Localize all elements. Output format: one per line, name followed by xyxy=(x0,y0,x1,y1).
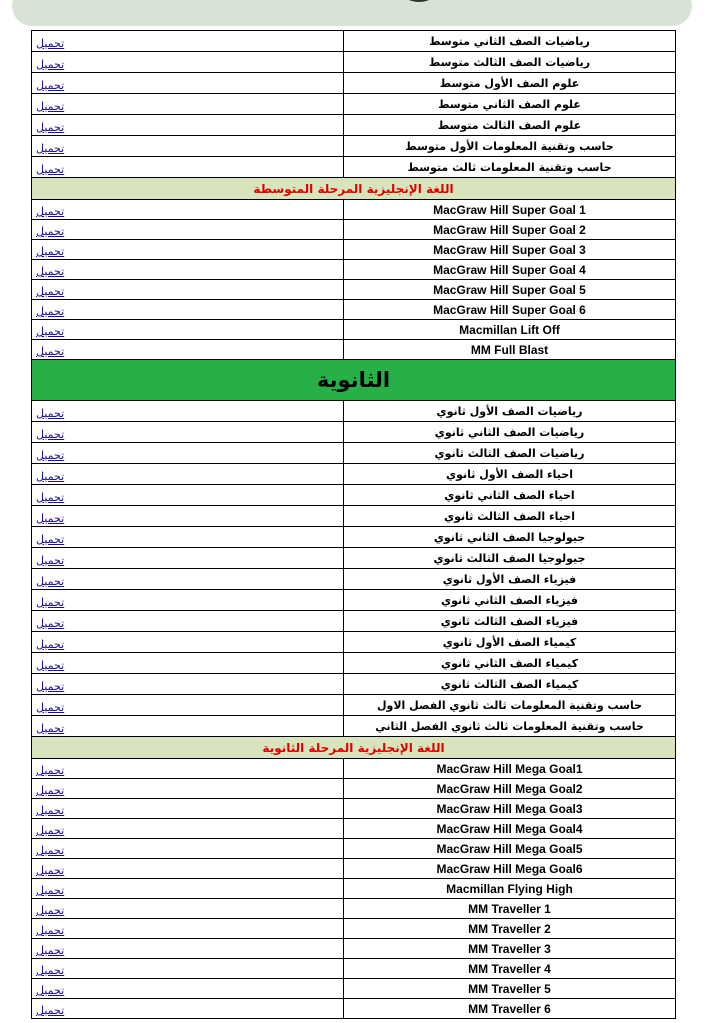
download-link[interactable]: تحميل xyxy=(36,924,65,937)
download-link[interactable]: تحميل xyxy=(36,884,65,897)
table-row xyxy=(32,779,676,799)
download-cell xyxy=(32,136,344,157)
book-title: MacGraw Hill Mega Goal3 xyxy=(344,799,676,819)
book-title: MacGraw Hill Mega Goal1 xyxy=(344,759,676,779)
table-row xyxy=(32,422,676,443)
table-row xyxy=(32,674,676,695)
download-link[interactable]: تحميل xyxy=(36,616,65,630)
book-title: كيمياء الصف الأول ثانوي xyxy=(344,632,676,653)
book-title: MM Traveller 4 xyxy=(344,959,676,979)
book-title: رياضيات الصف الثاني ثانوي xyxy=(344,422,676,443)
download-link[interactable]: تحميل xyxy=(36,804,65,817)
download-cell xyxy=(32,979,344,999)
book-title: احياء الصف الأول ثانوي xyxy=(344,464,676,485)
download-link[interactable]: تحميل xyxy=(36,679,65,693)
book-title: MacGraw Hill Mega Goal2 xyxy=(344,779,676,799)
table-row xyxy=(32,260,676,280)
download-link[interactable]: تحميل xyxy=(36,325,65,338)
download-link[interactable]: تحميل xyxy=(36,448,65,462)
download-cell xyxy=(32,157,344,178)
download-cell xyxy=(32,695,344,716)
download-link[interactable]: تحميل xyxy=(36,285,65,298)
download-link[interactable]: تحميل xyxy=(36,637,65,651)
section-header-secondary-label: الثانوية xyxy=(32,360,676,401)
book-title: احياء الصف الثالث ثانوي xyxy=(344,506,676,527)
book-title: كيمياء الصف الثالث ثانوي xyxy=(344,674,676,695)
download-link[interactable]: تحميل xyxy=(36,245,65,258)
book-title: MacGraw Hill Mega Goal4 xyxy=(344,819,676,839)
book-title: MacGraw Hill Super Goal 4 xyxy=(344,260,676,280)
download-cell xyxy=(32,401,344,422)
table-row xyxy=(32,819,676,839)
book-title: MacGraw Hill Super Goal 6 xyxy=(344,300,676,320)
table-row xyxy=(32,401,676,422)
download-link[interactable]: تحميل xyxy=(36,658,65,672)
table-row xyxy=(32,300,676,320)
download-cell xyxy=(32,590,344,611)
book-title: Macmillan Lift Off xyxy=(344,320,676,340)
book-title: MacGraw Hill Mega Goal6 xyxy=(344,859,676,879)
download-cell xyxy=(32,200,344,220)
download-link[interactable]: تحميل xyxy=(36,764,65,777)
book-title: علوم الصف الثالث متوسط xyxy=(344,115,676,136)
book-title: MacGraw Hill Super Goal 1 xyxy=(344,200,676,220)
book-title: رياضيات الصف الأول ثانوي xyxy=(344,401,676,422)
book-title: جيولوجيا الصف الثاني ثانوي xyxy=(344,527,676,548)
book-title: حاسب وتقنية المعلومات ثالث ثانوي الفصل الثاني xyxy=(344,716,676,737)
book-title: فيزياء الصف الثالث ثانوي xyxy=(344,611,676,632)
book-title: MacGraw Hill Super Goal 2 xyxy=(344,220,676,240)
download-cell xyxy=(32,422,344,443)
table-row xyxy=(32,280,676,300)
book-title: فيزياء الصف الثاني ثانوي xyxy=(344,590,676,611)
download-cell xyxy=(32,527,344,548)
book-title: حاسب وتقنية المعلومات الأول متوسط xyxy=(344,136,676,157)
book-title: علوم الصف الأول متوسط xyxy=(344,73,676,94)
download-link[interactable]: تحميل xyxy=(36,120,65,134)
download-cell xyxy=(32,260,344,280)
table-row xyxy=(32,320,676,340)
book-title: رياضيات الصف الثاني متوسط xyxy=(344,31,676,52)
book-title: MacGraw Hill Super Goal 3 xyxy=(344,240,676,260)
download-cell xyxy=(32,859,344,879)
table-row xyxy=(32,157,676,178)
book-title: MacGraw Hill Mega Goal5 xyxy=(344,839,676,859)
top-banner xyxy=(12,0,692,26)
download-link[interactable]: تحميل xyxy=(36,305,65,318)
table-row xyxy=(32,839,676,859)
table-row xyxy=(32,464,676,485)
download-cell xyxy=(32,899,344,919)
banner-graphic xyxy=(400,0,438,2)
download-link[interactable]: تحميل xyxy=(36,1004,65,1017)
download-link[interactable]: تحميل xyxy=(36,406,65,420)
table-row xyxy=(32,31,676,52)
download-cell xyxy=(32,611,344,632)
download-cell xyxy=(32,94,344,115)
book-title: فيزياء الصف الأول ثانوي xyxy=(344,569,676,590)
table-row xyxy=(32,879,676,899)
download-link[interactable]: تحميل xyxy=(36,427,65,441)
download-cell xyxy=(32,919,344,939)
download-link[interactable]: تحميل xyxy=(36,824,65,837)
download-link[interactable]: تحميل xyxy=(36,532,65,546)
section-header-english-middle xyxy=(32,178,676,200)
table-row xyxy=(32,485,676,506)
download-link[interactable]: تحميل xyxy=(36,944,65,957)
download-link[interactable]: تحميل xyxy=(36,721,65,735)
table-row xyxy=(32,443,676,464)
download-link[interactable]: تحميل xyxy=(36,490,65,504)
download-cell xyxy=(32,240,344,260)
download-cell xyxy=(32,443,344,464)
download-link[interactable]: تحميل xyxy=(36,964,65,977)
download-link[interactable]: تحميل xyxy=(36,225,65,238)
table-row xyxy=(32,653,676,674)
download-cell xyxy=(32,653,344,674)
book-title: MM Traveller 5 xyxy=(344,979,676,999)
download-link[interactable]: تحميل xyxy=(36,99,65,113)
book-title: احياء الصف الثاني ثانوي xyxy=(344,485,676,506)
download-cell xyxy=(32,52,344,73)
download-cell xyxy=(32,879,344,899)
download-link[interactable]: تحميل xyxy=(36,700,65,714)
book-title: MacGraw Hill Super Goal 5 xyxy=(344,280,676,300)
table-row xyxy=(32,979,676,999)
download-link[interactable]: تحميل xyxy=(36,511,65,525)
table-row xyxy=(32,632,676,653)
book-title: MM Traveller 3 xyxy=(344,939,676,959)
download-cell xyxy=(32,464,344,485)
table-row xyxy=(32,695,676,716)
book-title: رياضيات الصف الثالث متوسط xyxy=(344,52,676,73)
section-header-english-secondary xyxy=(32,737,676,759)
table-row xyxy=(32,799,676,819)
download-link[interactable]: تحميل xyxy=(36,469,65,483)
book-title: علوم الصف الثاني متوسط xyxy=(344,94,676,115)
table-row xyxy=(32,220,676,240)
download-link[interactable]: تحميل xyxy=(36,904,65,917)
table-row xyxy=(32,52,676,73)
book-title: رياضيات الصف الثالث ثانوي xyxy=(344,443,676,464)
book-title: حاسب وتقنية المعلومات ثالث ثانوي الفصل الاول xyxy=(344,695,676,716)
download-link[interactable]: تحميل xyxy=(36,844,65,857)
download-link[interactable]: تحميل xyxy=(36,265,65,278)
download-link[interactable]: تحميل xyxy=(36,78,65,92)
section-header-english-middle-label: اللغة الإنجليزية المرحلة المتوسطة xyxy=(32,178,676,200)
table-row xyxy=(32,759,676,779)
download-cell xyxy=(32,31,344,52)
table-row xyxy=(32,94,676,115)
table-row xyxy=(32,240,676,260)
table-row xyxy=(32,919,676,939)
table-row xyxy=(32,527,676,548)
download-link[interactable]: تحميل xyxy=(36,141,65,155)
download-link[interactable]: تحميل xyxy=(36,57,65,71)
table-row xyxy=(32,899,676,919)
download-cell xyxy=(32,280,344,300)
table-row xyxy=(32,115,676,136)
book-title: MM Traveller 2 xyxy=(344,919,676,939)
download-cell xyxy=(32,340,344,360)
download-cell xyxy=(32,674,344,695)
table-row xyxy=(32,590,676,611)
download-link[interactable]: تحميل xyxy=(36,574,65,588)
download-link[interactable]: تحميل xyxy=(36,784,65,797)
table-row xyxy=(32,548,676,569)
table-row xyxy=(32,999,676,1019)
book-title: MM Traveller 1 xyxy=(344,899,676,919)
download-link[interactable]: تحميل xyxy=(36,162,65,176)
downloads-table-body xyxy=(32,31,676,1019)
download-link[interactable]: تحميل xyxy=(36,864,65,877)
table-row xyxy=(32,859,676,879)
download-cell xyxy=(32,569,344,590)
download-link[interactable]: تحميل xyxy=(36,553,65,567)
download-cell xyxy=(32,73,344,94)
table-row xyxy=(32,73,676,94)
download-cell xyxy=(32,819,344,839)
download-cell xyxy=(32,115,344,136)
download-cell xyxy=(32,716,344,737)
table-row xyxy=(32,506,676,527)
download-link[interactable]: تحميل xyxy=(36,595,65,609)
section-header-secondary xyxy=(32,360,676,401)
book-title: Macmillan Flying High xyxy=(344,879,676,899)
table-row xyxy=(32,716,676,737)
table-row xyxy=(32,611,676,632)
download-cell xyxy=(32,799,344,819)
book-title: MM Traveller 6 xyxy=(344,999,676,1019)
download-cell xyxy=(32,300,344,320)
table-row xyxy=(32,939,676,959)
download-cell xyxy=(32,999,344,1019)
book-title: كيمياء الصف الثاني ثانوي xyxy=(344,653,676,674)
book-title: حاسب وتقنية المعلومات ثالث متوسط xyxy=(344,157,676,178)
download-cell xyxy=(32,939,344,959)
table-row xyxy=(32,959,676,979)
download-cell xyxy=(32,959,344,979)
section-header-english-secondary-label: اللغة الإنجليزية المرحلة الثانوية xyxy=(32,737,676,759)
download-cell xyxy=(32,506,344,527)
download-link[interactable]: تحميل xyxy=(36,984,65,997)
book-title: جيولوجيا الصف الثالث ثانوي xyxy=(344,548,676,569)
download-cell xyxy=(32,839,344,859)
table-row xyxy=(32,569,676,590)
table-row xyxy=(32,136,676,157)
download-cell xyxy=(32,632,344,653)
download-cell xyxy=(32,485,344,506)
downloads-table xyxy=(31,30,676,1019)
download-cell xyxy=(32,548,344,569)
download-cell xyxy=(32,320,344,340)
download-cell xyxy=(32,220,344,240)
download-link[interactable]: تحميل xyxy=(36,36,65,50)
table-row xyxy=(32,340,676,360)
table-row xyxy=(32,200,676,220)
download-link[interactable]: تحميل xyxy=(36,345,65,358)
top-bar xyxy=(0,0,707,34)
download-cell xyxy=(32,779,344,799)
book-title: MM Full Blast xyxy=(344,340,676,360)
download-link[interactable]: تحميل xyxy=(36,205,65,218)
download-cell xyxy=(32,759,344,779)
